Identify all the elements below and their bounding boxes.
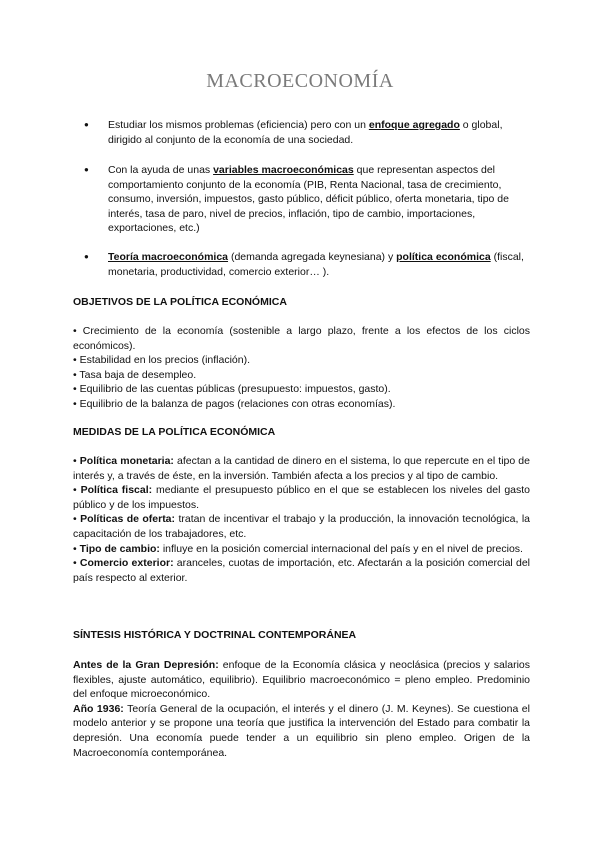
intro-bullet: ● Teoría macroeconómica (demanda agregada keynesiana) y política económica (fiscal, monetaria, productividad, comercio exterior… ). <box>84 250 530 279</box>
list-item: • Comercio exterior: aranceles, cuotas de importación, etc. Afectarán a la posición comercial del país respecto al exterior. <box>73 557 531 584</box>
list-item: • Tipo de cambio: influye en la posición comercial internacional del país y en el nivel de precios. <box>73 542 523 555</box>
paragraph: Año 1936: Teoría General de la ocupación, el interés y el dinero (J. M. Keynes). Se cuestiona el modelo anterior y se propone una teoría que justifica la intervención del Estado para combatir la depresión. Una economía puede tender a un equilibrio sin pleno empleo. Origen de la Macroeconomía contemporánea. <box>73 702 530 759</box>
section-heading-sintesis: SÍNTESIS HISTÓRICA Y DOCTRINAL CONTEMPORÁNEA <box>73 629 357 641</box>
key-term: variables macroeconómicas <box>213 164 354 176</box>
list-item: • Equilibrio de la balanza de pagos (relaciones con otras economías). <box>73 397 396 410</box>
list-item: • Política fiscal: mediante el presupuesto público en el que se establecen los niveles del gasto público y de los impuestos. <box>73 484 531 511</box>
list-item: • Crecimiento de la economía (sostenible a largo plazo, frente a los efectos de los ciclos económicos). <box>73 325 530 352</box>
intro-bullet-list-1 <box>84 118 530 147</box>
list-item: • Tasa baja de desempleo. <box>73 368 197 381</box>
section-heading-medidas: MEDIDAS DE LA POLÍTICA ECONÓMICA <box>73 426 276 438</box>
intro-bullet: ● Estudiar los mismos problemas (eficiencia) pero con un enfoque agregado o global, dirigido al conjunto de la economía de una sociedad. <box>84 118 530 147</box>
key-term: enfoque agregado <box>368 119 460 131</box>
list-item: • Políticas de oferta: tratan de incentivar el trabajo y la producción, la innovación tecnológica, la capacitación de los trabajadores, etc. <box>73 513 530 540</box>
section-heading-objetivos: OBJETIVOS DE LA POLÍTICA ECONÓMICA <box>73 296 287 308</box>
intro-bullet-list-2 <box>84 163 530 236</box>
list-item: • Política monetaria: afectan a la cantidad de dinero en el sistema, lo que repercute en el tipo de interés y, a través de éste, en la inversión. También afecta a los precios y al tipo de cambio. <box>73 455 530 482</box>
sintesis-text <box>73 658 530 760</box>
intro-bullet-list-3 <box>84 250 530 279</box>
list-item: • Estabilidad en los precios (inflación). <box>73 354 251 367</box>
key-term: Teoría macroeconómica <box>108 251 229 263</box>
list-item: • Equilibrio de las cuentas públicas (presupuesto: impuestos, gasto). <box>73 383 391 396</box>
paragraph: Antes de la Gran Depresión: enfoque de la Economía clásica y neoclásica (precios y salarios flexibles, ajuste automático, equilibrio). Equilibrio macroeconómico = pleno empleo. Predominio del enfoque microeconómico. <box>73 659 530 701</box>
objetivos-list <box>73 324 530 412</box>
key-term: política económica <box>396 251 491 263</box>
page-title: MACROECONOMÍA <box>206 70 394 92</box>
medidas-list <box>73 454 530 585</box>
intro-bullet: ● Con la ayuda de unas variables macroeconómicas que representan aspectos del comportamiento conjunto de la economía (PIB, Renta Nacional, tasa de crecimiento, consumo, inversión, impuestos, gasto público, déficit público, oferta monetaria, tipo de interés, tasa de paro, nivel de precios, inflación, tipo de cambio, importaciones, exportaciones, etc.) <box>84 163 530 236</box>
